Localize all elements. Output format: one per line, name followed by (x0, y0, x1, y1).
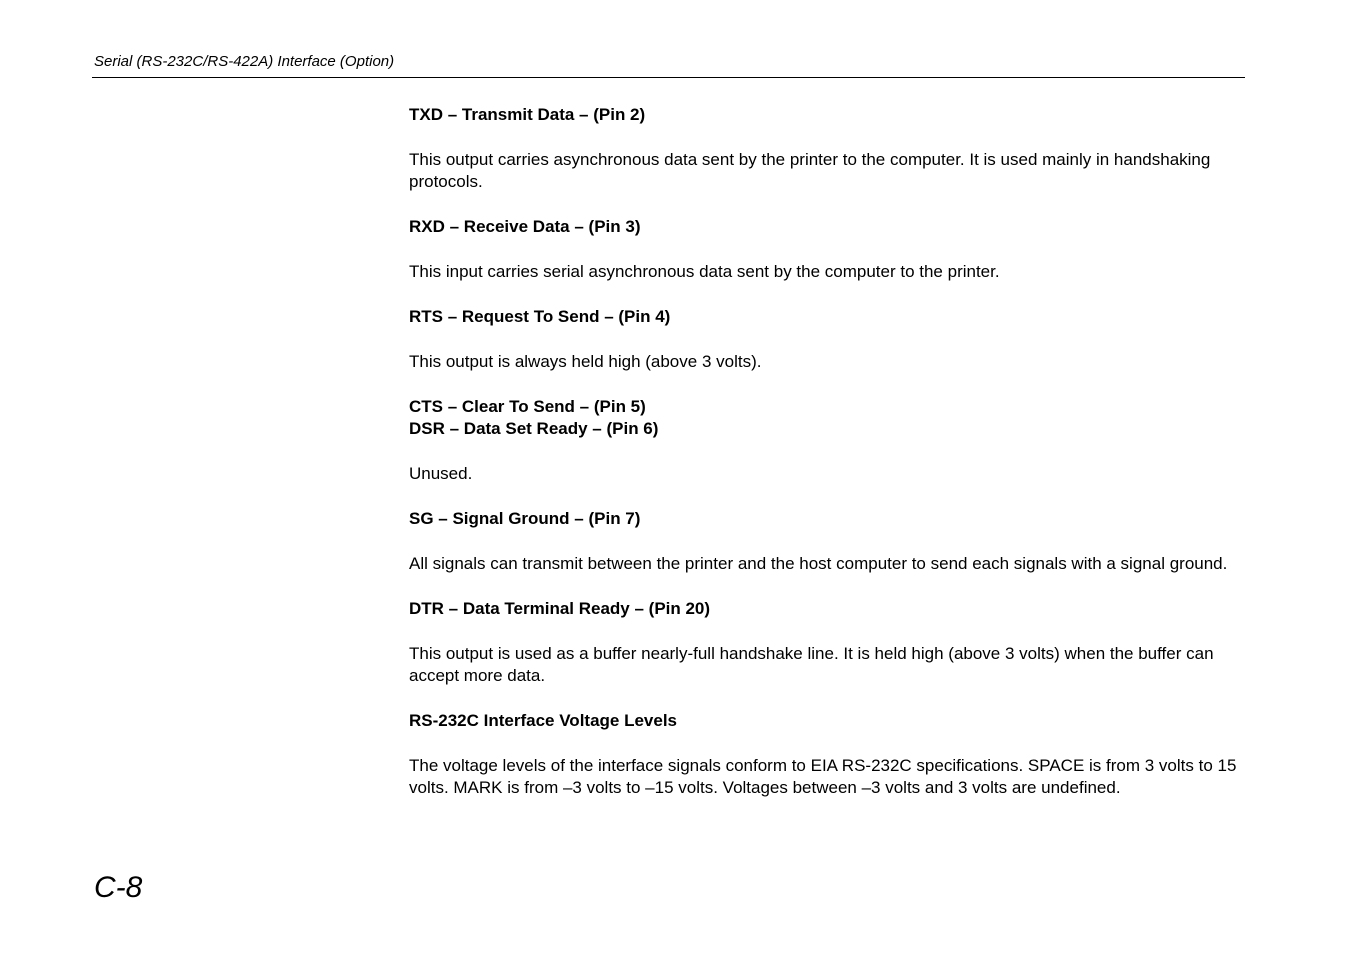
section-voltage-levels (409, 710, 1239, 799)
section-txd (409, 104, 1239, 193)
header-rule (92, 77, 1245, 78)
section-body: Unused. (409, 464, 473, 483)
page-content (409, 104, 1239, 799)
section-body: All signals can transmit between the printer and the host computer to send each signals with a signal ground. (409, 554, 1228, 573)
section-heading: RXD – Receive Data – (Pin 3) (409, 217, 641, 236)
section-heading: SG – Signal Ground – (Pin 7) (409, 509, 641, 528)
page-number: C-8 (94, 871, 143, 904)
section-dtr (409, 598, 1239, 687)
section-heading: RS-232C Interface Voltage Levels (409, 711, 678, 730)
section-body: This output carries asynchronous data sent by the printer to the computer. It is used mainly in handshaking protocols. (409, 150, 1211, 191)
section-heading-secondary: DSR – Data Set Ready – (Pin 6) (409, 419, 659, 438)
section-body: This output is used as a buffer nearly-full handshake line. It is held high (above 3 volts) when the buffer can accept more data. (409, 644, 1214, 685)
section-heading: TXD – Transmit Data – (Pin 2) (409, 105, 646, 124)
section-body: The voltage levels of the interface signals conform to EIA RS-232C specifications. SPACE is from 3 volts to 15 volts. MARK is from –3 volts to –15 volts. Voltages between –3 volts and 3 volts are undefined. (409, 756, 1237, 797)
section-sg (409, 508, 1239, 575)
section-heading: CTS – Clear To Send – (Pin 5) (409, 397, 646, 416)
section-body: This input carries serial asynchronous data sent by the computer to the printer. (409, 262, 1000, 281)
running-header: Serial (RS-232C/RS-422A) Interface (Option) (94, 53, 395, 70)
section-heading: RTS – Request To Send – (Pin 4) (409, 307, 671, 326)
section-rts (409, 306, 1239, 373)
section-cts-dsr (409, 396, 1239, 485)
section-body: This output is always held high (above 3 volts). (409, 352, 762, 371)
section-rxd (409, 216, 1239, 283)
section-heading: DTR – Data Terminal Ready – (Pin 20) (409, 599, 711, 618)
